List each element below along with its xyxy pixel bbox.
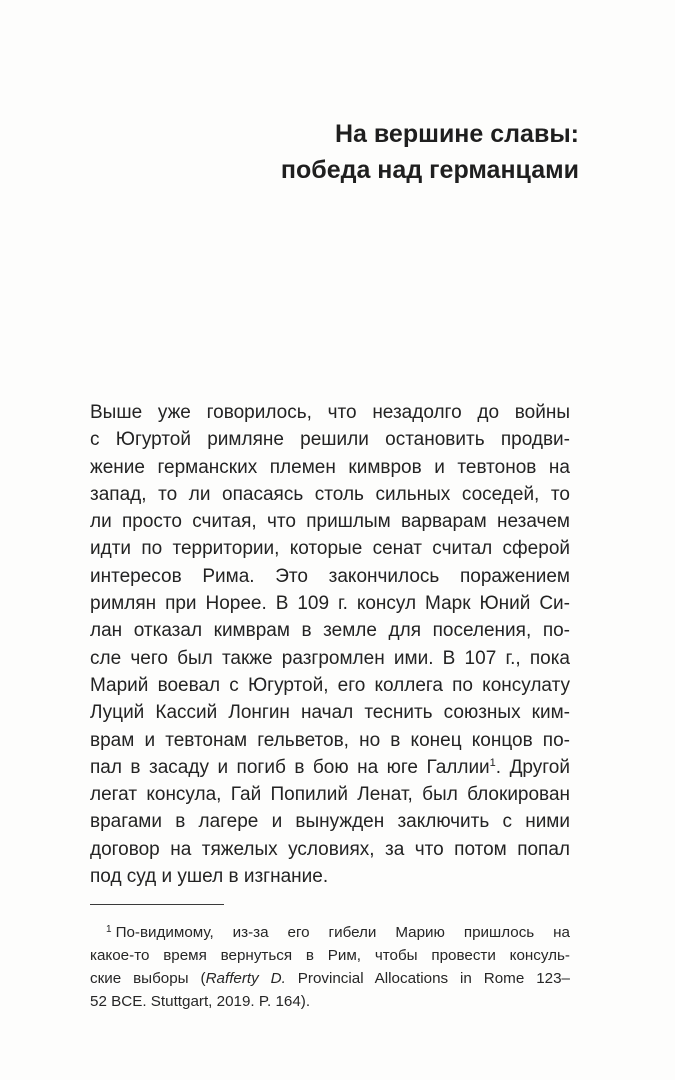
body-line-with-footnote [90, 754, 570, 781]
footnote-reference[interactable]: 1 [489, 756, 496, 769]
footnote-line: 52 BCE. Stuttgart, 2019. P. 164). [90, 993, 311, 1010]
footnote-line-1-text: По-видимому, из-за его гибели Марию пришлось на [115, 924, 570, 941]
footnote-line: какое-то время вернуться в Рим, чтобы провести консуль- [90, 947, 570, 964]
citation-author: Rafferty D. [205, 970, 286, 987]
body-line: договор на тяжелых условиях, за что потом попал [90, 838, 570, 860]
footnote-marker: 1 [106, 924, 112, 935]
body-line: Луций Кассий Лонгин начал теснить союзных ким- [90, 702, 570, 724]
footnote-line-3-post: Provincial Allocations in Rome 123– [285, 970, 570, 987]
footnote-line [90, 967, 570, 990]
body-line: врам и тевтонам гельветов, но в конец концов по- [90, 729, 570, 751]
body-line: идти по территории, которые сенат считал сферой [90, 538, 570, 560]
body-line: сле чего был также разгромлен ими. В 107 г., пока [90, 647, 570, 669]
body-line: Выше уже говорилось, что незадолго до войны [90, 402, 570, 423]
body-line: с Югуртой римляне решили остановить продви- [90, 429, 570, 451]
body-line: интересов Рима. Это закончилось поражением [90, 565, 570, 587]
body-line: легат консула, Гай Попилий Ленат, был блокирован [90, 784, 570, 806]
body-paragraph [90, 399, 570, 890]
footnote-line [90, 921, 570, 944]
body-line: под суд и ушел в изгнание. [90, 866, 329, 888]
body-line: римлян при Норее. В 109 г. консул Марк Юний Си- [90, 593, 570, 615]
body-line: запад, то ли опасаясь столь сильных соседей, то [90, 483, 570, 505]
chapter-heading [99, 116, 579, 188]
body-line: лан отказал кимврам в земле для поселения, по- [90, 620, 570, 642]
footnote-separator [90, 904, 224, 905]
chapter-heading-line-1: На вершине славы: [334, 120, 579, 148]
body-line-text: пал в засаду и погиб в бою на юге Галлии [90, 756, 490, 778]
body-line-continuation: . Другой [495, 756, 570, 778]
body-line: врагами в лагере и вынужден заключить с ними [90, 811, 570, 833]
body-line: жение германских племен кимвров и тевтонов на [90, 456, 570, 478]
footnote-line-3-pre: ские выборы ( [90, 970, 206, 987]
footnote [90, 921, 570, 1013]
body-line: Марий воевал с Югуртой, его коллега по консулату [90, 674, 570, 696]
body-line: ли просто считая, что пришлым варварам незачем [90, 511, 570, 533]
chapter-heading-line-2: победа над германцами [280, 156, 579, 184]
